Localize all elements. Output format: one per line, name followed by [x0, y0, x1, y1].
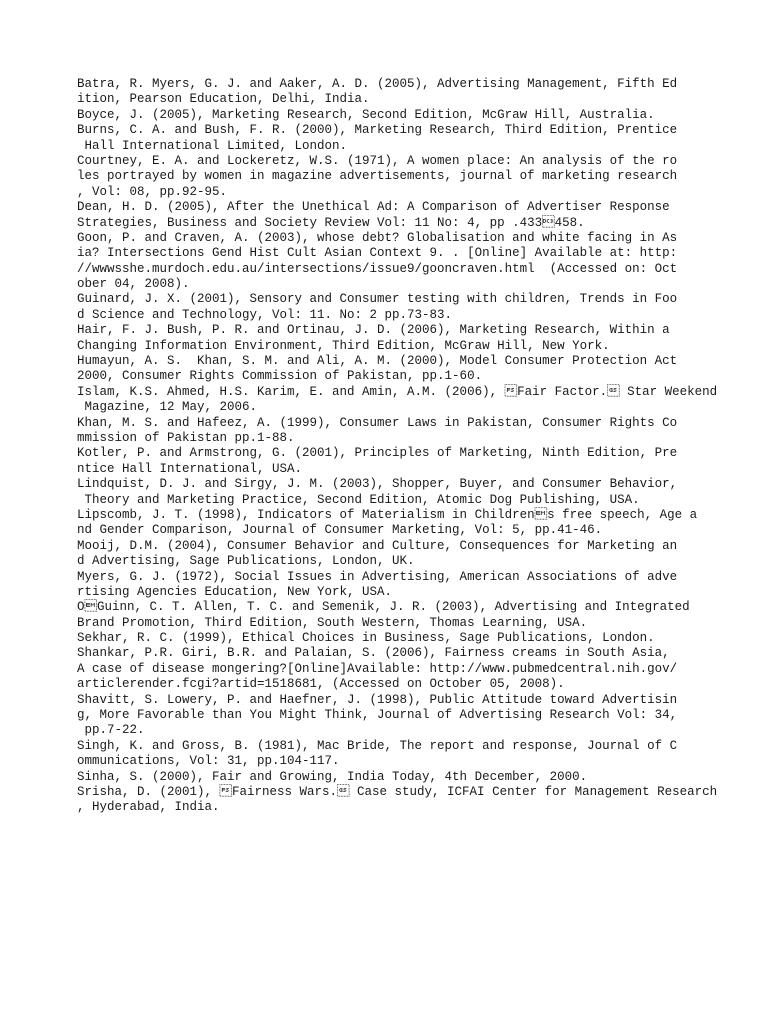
reference-text-line: ober 04, 2008). — [77, 277, 190, 292]
reference-text-line: ia? Intersections Gend Hist Cult Asian Context 9. . [Online] Available at: http: — [77, 246, 678, 261]
reference-text-line: articlerender.fcgi?artid=1518681, (Accessed on October 05, 2008). — [77, 677, 565, 692]
reference-text-line: Batra, R. Myers, G. J. and Aaker, A. D. (2005), Advertising Management, Fifth Ed — [77, 77, 678, 91]
reference-text-line: Courtney, E. A. and Lockeretz, W.S. (1971), A women place: An analysis of the ro — [77, 153, 678, 168]
reference-text-line: Myers, G. J. (1972), Social Issues in Advertising, American Associations of adve — [77, 569, 678, 584]
reference-text-line: Goon, P. and Craven, A. (2003), whose debt? Globalisation and white facing in As — [77, 230, 678, 245]
reference-text-line: A case of disease mongering?[Online]Available: http://www.pubmedcentral.nih.gov/ — [77, 661, 678, 676]
reference-text-line: Boyce, J. (2005), Marketing Research, Second Edition, McGraw Hill, Australia. — [77, 107, 655, 122]
reference-text-line: Theory and Marketing Practice, Second Edition, Atomic Dog Publishing, USA. — [77, 492, 640, 507]
reference-text-line: Hall International Limited, London. — [77, 138, 348, 153]
reference-text-line: g, More Favorable than You Might Think, Journal of Advertising Research Vol: 34, — [77, 708, 678, 723]
reference-text-line: Dean, H. D. (2005), After the Unethical Ad: A Comparison of Advertiser Response — [77, 200, 670, 215]
reference-text-line: Islam, K.S. Ahmed, H.S. Karim, E. and Amin, A.M. (2006), Fair Factor. Star Weekend — [77, 384, 718, 399]
reference-list — [77, 77, 757, 816]
reference-text-line: Shankar, P.R. Giri, B.R. and Palaian, S. (2006), Fairness creams in South Asia, — [77, 646, 670, 661]
reference-text-line: Mooij, D.M. (2004), Consumer Behavior and Culture, Consequences for Marketing an — [77, 538, 678, 553]
reference-text-line: d Advertising, Sage Publications, London, UK. — [77, 554, 415, 569]
reference-text-line: Changing Information Environment, Third Edition, McGraw Hill, New York. — [77, 338, 610, 353]
reference-text-line: nd Gender Comparison, Journal of Consumer Marketing, Vol: 5, pp.41-46. — [77, 523, 603, 538]
reference-text-line: Humayun, A. S. Khan, S. M. and Ali, A. M. (2000), Model Consumer Protection Act — [77, 354, 678, 369]
reference-text-line: Lipscomb, J. T. (1998), Indicators of Materialism in Childrens free speech, Age a — [77, 507, 698, 522]
reference-text-line: ntice Hall International, USA. — [77, 461, 303, 476]
reference-text-line: Strategies, Business and Society Review Vol: 11 No: 4, pp .433458. — [77, 215, 585, 230]
reference-text-line: Sinha, S. (2000), Fair and Growing, India Today, 4th December, 2000. — [77, 769, 588, 784]
reference-text-line: Burns, C. A. and Bush, F. R. (2000), Marketing Research, Third Edition, Prentice — [77, 123, 678, 138]
reference-text-line: ommunications, Vol: 31, pp.104-117. — [77, 754, 340, 769]
reference-text-line: Brand Promotion, Third Edition, South Western, Thomas Learning, USA. — [77, 615, 588, 630]
reference-text-line: //wwwsshe.murdoch.edu.au/intersections/issue9/gooncraven.html (Accessed on: Oct — [77, 261, 678, 276]
reference-text-line: Guinard, J. X. (2001), Sensory and Consumer testing with children, Trends in Foo — [77, 292, 678, 307]
reference-text-line: Kotler, P. and Armstrong, G. (2001), Principles of Marketing, Ninth Edition, Pre — [77, 446, 678, 461]
reference-text-line: Hair, F. J. Bush, P. R. and Ortinau, J. D. (2006), Marketing Research, Within a — [77, 323, 670, 338]
reference-text-line: pp.7-22. — [77, 723, 145, 738]
reference-text-line: les portrayed by women in magazine advertisements, journal of marketing research — [77, 169, 678, 184]
reference-text-line: OGuinn, C. T. Allen, T. C. and Semenik, J. R. (2003), Advertising and Integrated — [77, 600, 690, 615]
reference-text-line: mmission of Pakistan pp.1-88. — [77, 430, 295, 445]
reference-text-line: 2000, Consumer Rights Commission of Pakistan, pp.1-60. — [77, 369, 483, 384]
reference-text-line: , Hyderabad, India. — [77, 800, 220, 815]
reference-text-line: Srisha, D. (2001), Fairness Wars. Case study, ICFAI Center for Management Research — [77, 784, 718, 799]
reference-text-line: Magazine, 12 May, 2006. — [77, 400, 258, 415]
reference-text-line: ition, Pearson Education, Delhi, India. — [77, 92, 370, 107]
reference-text-line: Sekhar, R. C. (1999), Ethical Choices in Business, Sage Publications, London. — [77, 631, 655, 646]
reference-text-line: , Vol: 08, pp.92-95. — [77, 184, 228, 199]
reference-text-line: rtising Agencies Education, New York, USA. — [77, 584, 393, 599]
reference-text-line: Lindquist, D. J. and Sirgy, J. M. (2003), Shopper, Buyer, and Consumer Behavior, — [77, 477, 678, 492]
reference-text-line: Khan, M. S. and Hafeez, A. (1999), Consumer Laws in Pakistan, Consumer Rights Co — [77, 415, 678, 430]
reference-text-line: Shavitt, S. Lowery, P. and Haefner, J. (1998), Public Attitude toward Advertisin — [77, 692, 678, 707]
reference-text-line: d Science and Technology, Vol: 11. No: 2 pp.73-83. — [77, 307, 453, 322]
reference-text-line: Singh, K. and Gross, B. (1981), Mac Bride, The report and response, Journal of C — [77, 738, 678, 753]
